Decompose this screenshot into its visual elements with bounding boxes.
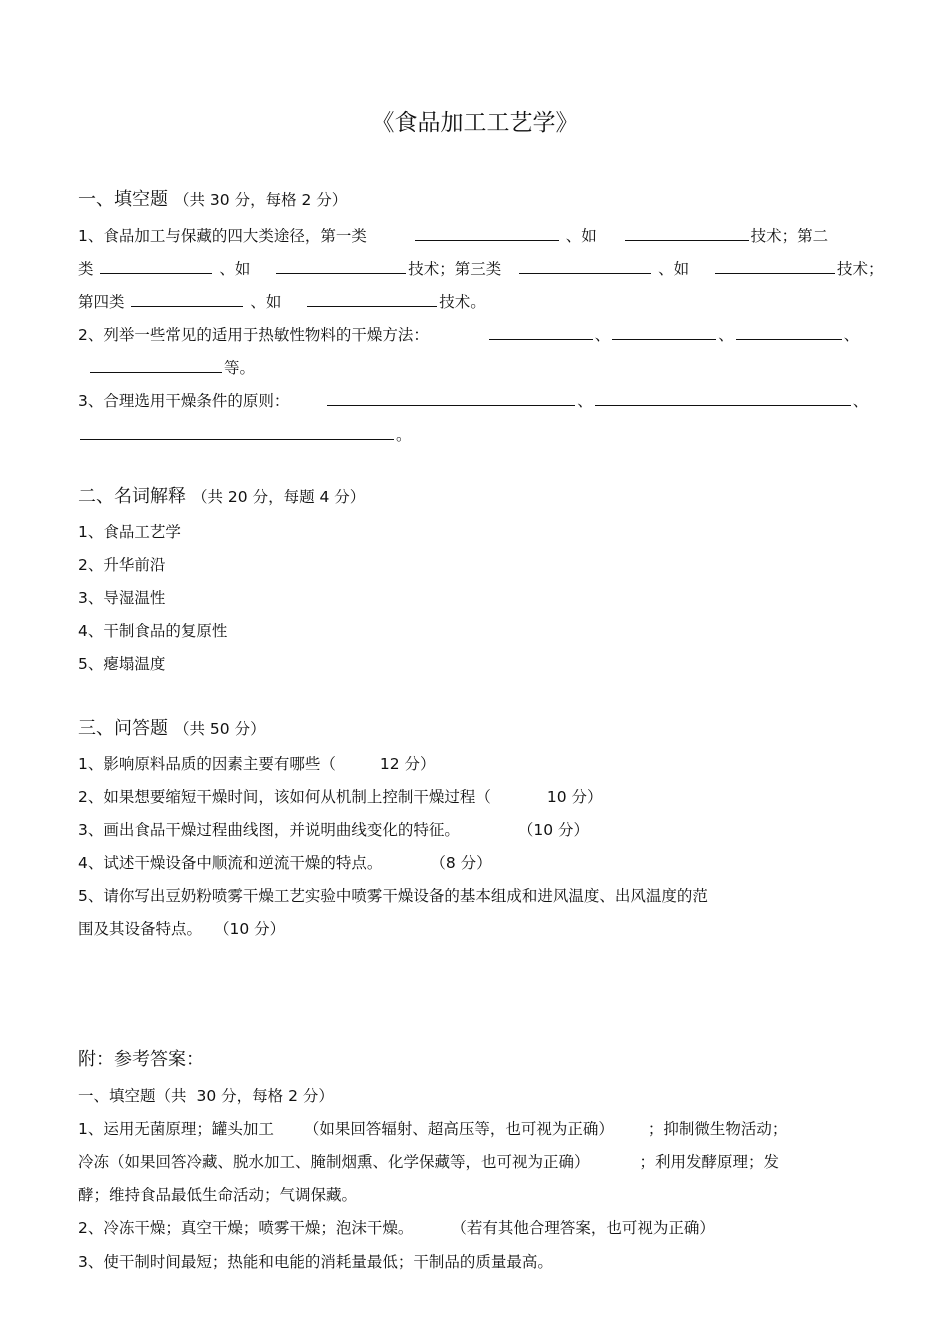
- answers-heading: 附：参考答案：: [78, 1049, 204, 1070]
- question-5-line-2: [78, 919, 285, 939]
- answer-text: 2、冷冻干燥；真空干燥；喷雾干燥；泡沫干燥。: [78, 1219, 414, 1237]
- term-item: 1、食品工艺学: [78, 523, 181, 541]
- q1-blank-5[interactable]: [519, 258, 651, 274]
- term-item: 4、干制食品的复原性: [78, 622, 228, 640]
- section-3-heading: [78, 719, 266, 739]
- section-2-title: 二、名词解释: [78, 486, 186, 507]
- term-item: 3、导湿温性: [78, 589, 166, 607]
- q3-blank-2[interactable]: [595, 390, 851, 406]
- q1-tech: 技术；第二: [750, 227, 829, 245]
- q1-blank-6[interactable]: [715, 258, 835, 274]
- q1-blank-2[interactable]: [625, 225, 749, 241]
- q1-text: 类: [78, 260, 94, 278]
- q1-line-3: [78, 291, 486, 312]
- section-2-note: （共 20 分，每题 4 分）: [192, 488, 366, 506]
- question-item: [78, 754, 436, 774]
- answer-3: 3、使干制时间最短；热能和电能的消耗量最低；干制品的质量最高。: [78, 1253, 553, 1271]
- q1-blank-4[interactable]: [276, 258, 406, 274]
- question-text: 3、画出食品干燥过程曲线图，并说明曲线变化的特征。: [78, 821, 460, 839]
- term-item: 2、升华前沿: [78, 556, 166, 574]
- q1-text: 第四类: [78, 293, 125, 311]
- q2-blank-1[interactable]: [489, 324, 593, 340]
- answer-1-line-1: [78, 1119, 787, 1139]
- q2-blank-4[interactable]: [90, 357, 222, 373]
- q3-sep: 、: [852, 392, 869, 410]
- question-text: 2、如果想要缩短干燥时间，该如何从机制上控制干燥过程（: [78, 788, 491, 806]
- q2-sep: 、: [843, 326, 860, 344]
- q2-blank-2[interactable]: [612, 324, 716, 340]
- answers-sub-text: 一、填空题（共: [78, 1087, 187, 1105]
- question-item: [78, 787, 603, 807]
- q2-line-1: [78, 324, 859, 345]
- answers-subheading: [78, 1086, 334, 1106]
- answer-1-line-3: 酵；维持食品最低生命活动；气调保藏。: [78, 1186, 358, 1204]
- answer-text: （如果回答辐射、超高压等，也可视为正确）: [303, 1120, 614, 1138]
- answer-text: （若有其他合理答案，也可视为正确）: [451, 1219, 715, 1237]
- q1-sep: 、如: [219, 260, 251, 278]
- q3-text: 3、合理选用干燥条件的原则：: [78, 392, 290, 410]
- term-item: 5、瘪塌温度: [78, 655, 166, 673]
- q1-sep: 、如: [250, 293, 282, 311]
- section-3-title: 三、问答题: [78, 718, 168, 739]
- section-3-note: （共 50 分）: [174, 720, 266, 738]
- q1-line-2: [78, 258, 884, 279]
- answer-2: [78, 1218, 715, 1238]
- question-text: 围及其设备特点。: [78, 920, 203, 938]
- answer-text: ；利用发酵原理；发: [639, 1153, 780, 1171]
- q1-tech: 技术；第三类: [408, 260, 502, 278]
- question-item: [78, 820, 589, 840]
- q2-line-2: [88, 357, 255, 378]
- answer-text: 1、运用无菌原理；罐头加工: [78, 1120, 274, 1138]
- q1-tech: 技术。: [439, 293, 486, 311]
- q3-line-1: [78, 390, 868, 411]
- question-text: 1、影响原料品质的因素主要有哪些（: [78, 755, 336, 773]
- document-title: 《食品加工工艺学》: [371, 110, 579, 136]
- answer-text: 冷冻（如果回答冷藏、脱水加工、腌制烟熏、化学保藏等，也可视为正确）: [78, 1153, 590, 1171]
- answer-text: ；抑制微生物活动；: [647, 1120, 788, 1138]
- question-item: [78, 853, 492, 873]
- question-score: （8 分）: [430, 854, 492, 872]
- question-score: （10 分）: [517, 821, 590, 839]
- q1-tech: 技术；: [837, 260, 884, 278]
- q2-sep: 、: [594, 326, 611, 344]
- q1-text: 1、食品加工与保藏的四大类途径，第一类: [78, 227, 367, 245]
- q1-blank-3[interactable]: [100, 258, 212, 274]
- q1-blank-1[interactable]: [415, 225, 559, 241]
- q3-line-2: [78, 424, 412, 445]
- q3-end: 。: [396, 426, 412, 444]
- section-1-heading: [78, 190, 347, 210]
- q1-blank-8[interactable]: [307, 291, 437, 307]
- q3-blank-1[interactable]: [327, 390, 575, 406]
- q3-blank-3[interactable]: [80, 424, 394, 440]
- q1-sep: 、如: [565, 227, 597, 245]
- question-score: 12 分）: [379, 755, 436, 773]
- question-score: （10 分）: [214, 920, 286, 938]
- q1-blank-7[interactable]: [131, 291, 243, 307]
- answer-1-line-2: [78, 1152, 779, 1172]
- section-1-title: 一、填空题: [78, 189, 168, 210]
- q2-text: 2、列举一些常见的适用于热敏性物料的干燥方法：: [78, 326, 429, 344]
- q1-sep: 、如: [658, 260, 690, 278]
- q2-end: 等。: [224, 359, 256, 377]
- section-1-note: （共 30 分，每格 2 分）: [174, 191, 348, 209]
- q2-sep: 、: [718, 326, 734, 344]
- question-text: 4、试述干燥设备中顺流和逆流干燥的特点。: [78, 854, 383, 872]
- question-score: 10 分）: [546, 788, 603, 806]
- q2-blank-3[interactable]: [736, 324, 842, 340]
- q1-line-1: [78, 225, 828, 246]
- q3-sep: 、: [577, 392, 593, 410]
- question-5-line-1: 5、请你写出豆奶粉喷雾干燥工艺实验中喷雾干燥设备的基本组成和进风温度、出风温度的范: [78, 887, 708, 905]
- answers-sub-note: 30 分，每格 2 分）: [196, 1087, 334, 1105]
- section-2-heading: [78, 487, 365, 507]
